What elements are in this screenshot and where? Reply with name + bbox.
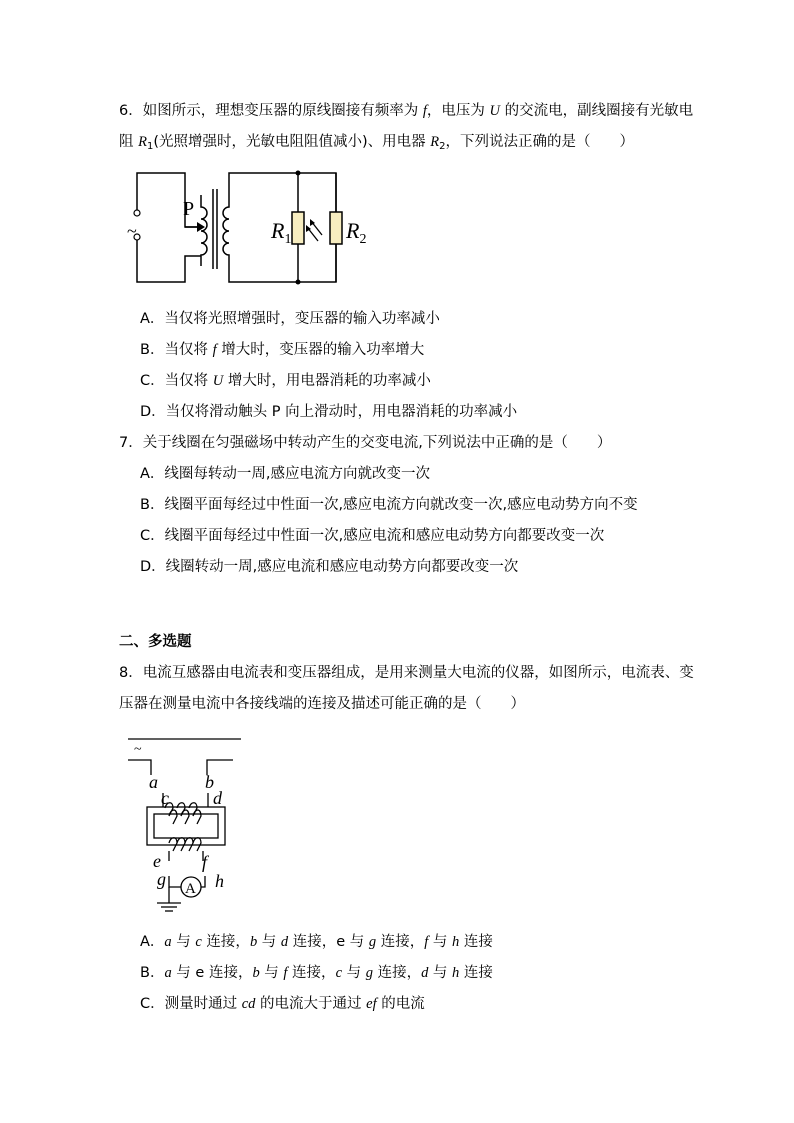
q6-transformer-circuit [125,165,375,290]
q7-stem: 7．关于线圈在匀强磁场中转动产生的交变电流,下列说法中正确的是（ ） [119,435,612,451]
ac-source-symbol: ~ [134,742,142,757]
terminal-c: c [161,788,169,808]
q6-stem-line2: 阻 $R_1$(光照增强时，光敏电阻阻值减小)、用电器 $R_2$，下列说法正确的是（ ） [119,134,634,152]
q7-option-a: A．线圈每转动一周,感应电流方向就改变一次 [140,466,431,482]
terminal-e: e [153,851,161,871]
q8-stem-line1: 8．电流互感器由电流表和变压器组成，是用来测量大电流的仪器，如图所示，电流表、变 [119,665,694,681]
ammeter-label: A [185,881,196,897]
q6-option-d: D．当仅将滑动触头 P 向上滑动时，用电器消耗的功率减小 [140,404,518,420]
q6-option-a: A．当仅将光照增强时，变压器的输入功率减小 [140,311,440,327]
terminal-a: a [149,772,158,792]
q6-stem-line1: 6．如图所示，理想变压器的原线圈接有频率为 f，电压为 U 的交流电，副线圈接有光敏电 [119,103,694,119]
q7-option-b: B．线圈平面每经过中性面一次,感应电流方向就改变一次,感应电动势方向不变 [140,497,638,513]
q8-option-c: C．测量时通过 cd 的电流大于通过 ef 的电流 [140,996,425,1012]
terminal-h: h [215,871,224,891]
section-heading-multiple-choice: 二、多选题 [119,634,192,650]
terminal-b: b [205,772,214,792]
q8-stem-line2: 压器在测量电流中各接线端的连接及描述可能正确的是（ ） [119,696,525,712]
label-R1: $R_1$ [271,218,292,247]
terminal-d: d [213,788,222,808]
label-R2: $R_2$ [346,218,367,247]
terminal-f: f [202,852,208,872]
q6-option-b: B．当仅将 f 增大时，变压器的输入功率增大 [140,342,425,358]
q8-option-b: B．a 与 e 连接，b 与 f 连接，c 与 g 连接，d 与 h 连接 [140,965,493,981]
label-P: P [183,198,195,220]
q6-option-c: C．当仅将 U 增大时，用电器消耗的功率减小 [140,373,431,389]
ac-source-symbol: ~ [127,221,137,241]
q8-current-transformer-figure [125,735,250,920]
q7-option-c: C．线圈平面每经过中性面一次,感应电流和感应电动势方向都要改变一次 [140,528,605,544]
terminal-g: g [157,869,166,889]
q7-option-d: D．线圈转动一周,感应电流和感应电动势方向都要改变一次 [140,559,519,575]
q8-option-a: A．a 与 c 连接，b 与 d 连接，e 与 g 连接，f 与 h 连接 [140,934,493,950]
